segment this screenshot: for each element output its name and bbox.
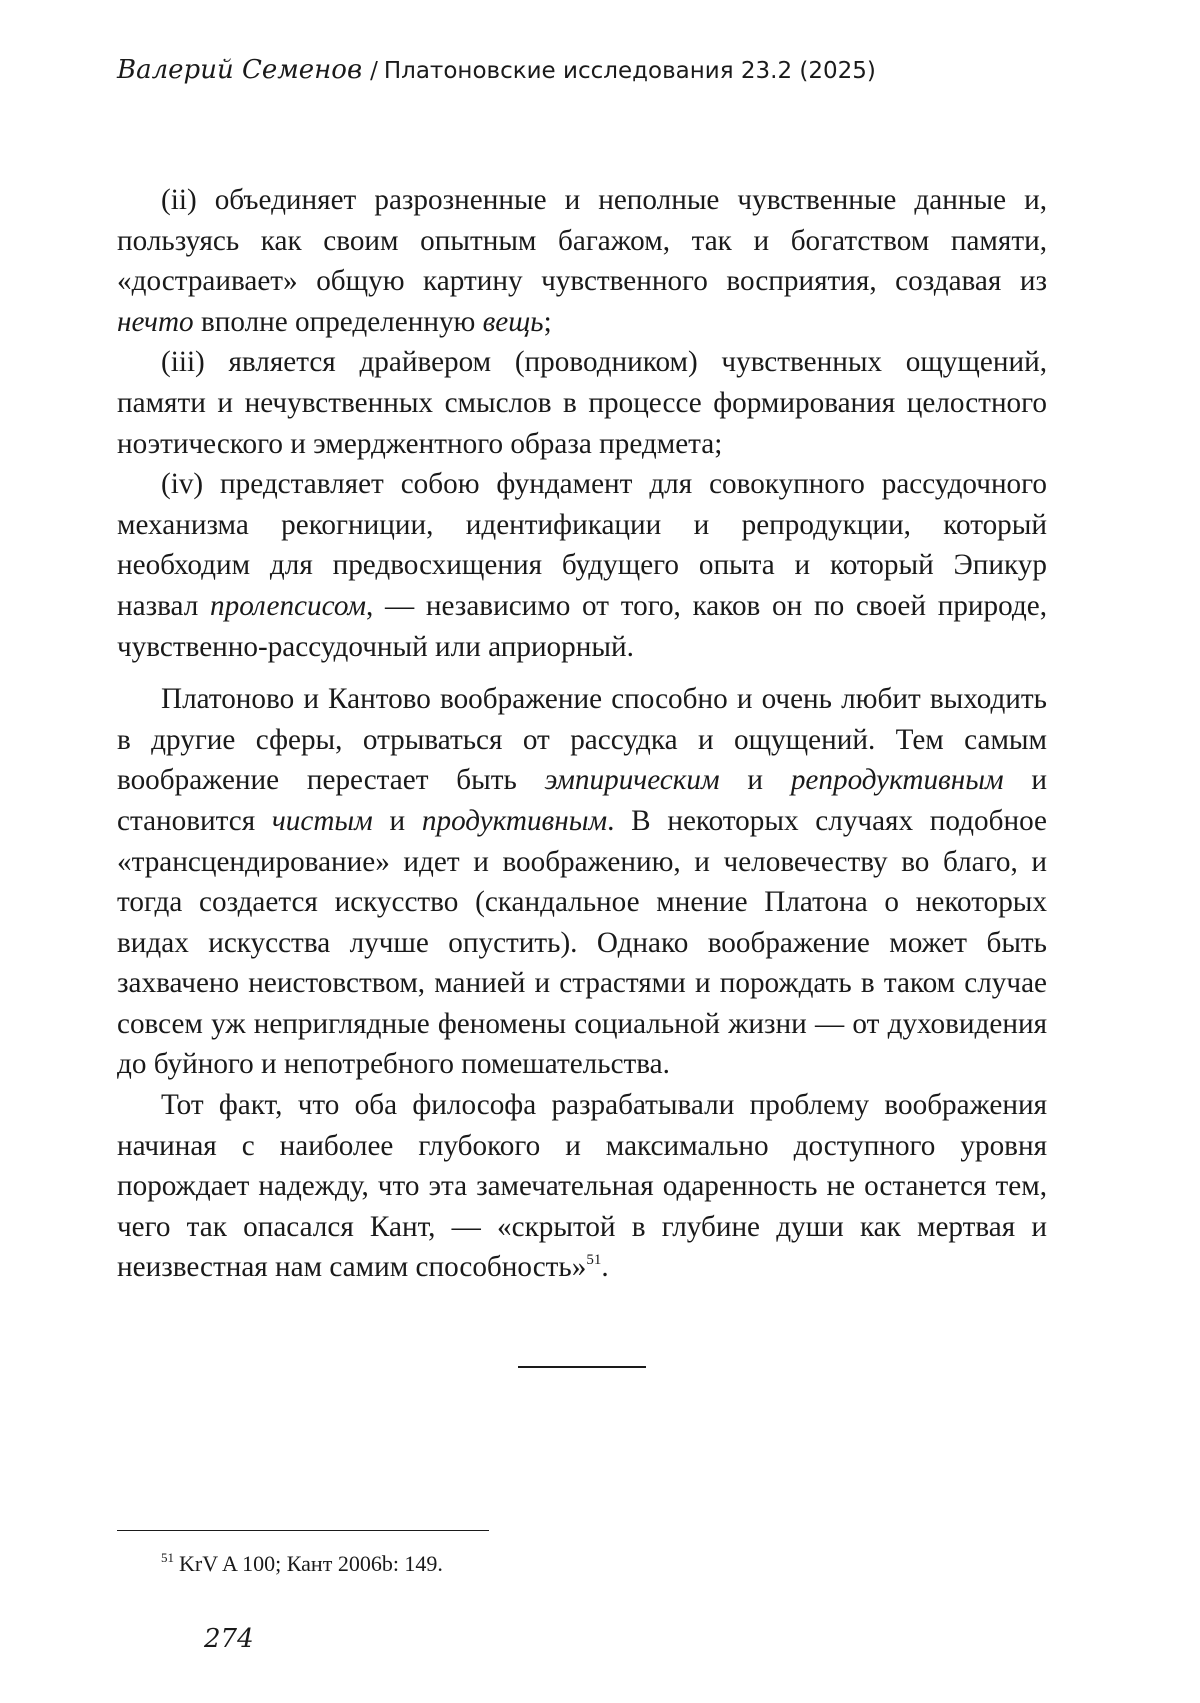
- text-run: (iii) является драйвером (проводником) чувственных ощущений, памяти и нечувственных смыслов в процессе формирования целостного ноэтического и эмерджентного образа предмета;: [117, 346, 1047, 460]
- italic-term: пролепсисом: [210, 589, 366, 622]
- italic-term: эмпирическим: [544, 764, 720, 797]
- italic-term: чистым: [271, 804, 373, 837]
- text-run: и: [719, 764, 791, 797]
- italic-term: вещь: [482, 305, 544, 338]
- text-run: ;: [543, 305, 552, 338]
- paragraph-ii: [117, 180, 1047, 342]
- paragraph-conclusion: [117, 1085, 1047, 1288]
- footnote-divider: [117, 1530, 489, 1531]
- footnote-reference[interactable]: 51: [586, 1252, 602, 1269]
- paragraph-iii: [117, 342, 1047, 464]
- italic-term: нечто: [117, 305, 194, 338]
- italic-term: репродуктивным: [790, 764, 1004, 797]
- section-divider: [518, 1366, 646, 1368]
- body-text: [117, 180, 1047, 1288]
- text-run: , — независимо от того, каков он по своей природе, чувственно-рассудочный или априорный.: [117, 589, 1047, 663]
- running-head-author: Валерий Семенов: [117, 55, 363, 85]
- text-run: вполне определенную: [193, 305, 483, 338]
- paragraph-imagination: [117, 679, 1047, 1085]
- text-run: .: [601, 1251, 609, 1284]
- footnote: [161, 1543, 961, 1579]
- text-run: . В некоторых случаях подобное «трансцендирование» идет и воображению, и человечеству во благо, и тогда создается искусство (скандальное мнение Платона о некоторых видах искусства лучше опустить). Однако воображение может быть захвачено неистовством, манией и страстями и порождать в таком случае совсем уж неприглядные феномены социальной жизни — от духовидения до буйного и непотребного помешательства.: [117, 804, 1047, 1081]
- italic-term: продуктивным: [421, 804, 608, 837]
- text-run: Платоново и Кантово воображение способно и очень любит выходить в другие сферы, отрываться от рассудка и ощущений. Тем самым воображение перестает быть: [117, 683, 1047, 797]
- paragraph-iv: [117, 464, 1047, 667]
- footnote-text: KrV A 100; Кант 2006b: 149.: [179, 1551, 443, 1576]
- page-number: 274: [204, 1624, 254, 1654]
- text-run: (ii) объединяет разрозненные и неполные чувственные данные и, пользуясь как своим опытным багажом, так и богатством памяти, «достраивает» общую картину чувственного восприятия, создавая из: [117, 184, 1047, 298]
- running-head: [117, 50, 1077, 91]
- text-run: и становится: [117, 764, 1047, 837]
- running-head-journal: Платоновские исследования 23.2 (2025): [383, 58, 876, 84]
- text-run: (iv) представляет собою фундамент для совокупного рассудочного механизма рекогниции, идентификации и репродукции, который необходим для предвосхищения будущего опыта и который Эпикур назвал: [117, 468, 1047, 622]
- text-run: и: [372, 804, 422, 837]
- footnote-number: 51: [161, 1550, 174, 1565]
- text-run: Тот факт, что оба философа разрабатывали проблему воображения начиная с наиболее глубокого и максимально доступного уровня порождает надежду, что эта замечательная одаренность не останется тем, чего так опасался Кант, — «скрытой в глубине души как мертвая и неизвестная нам самим способность»: [117, 1089, 1047, 1284]
- running-head-separator: /: [370, 58, 378, 84]
